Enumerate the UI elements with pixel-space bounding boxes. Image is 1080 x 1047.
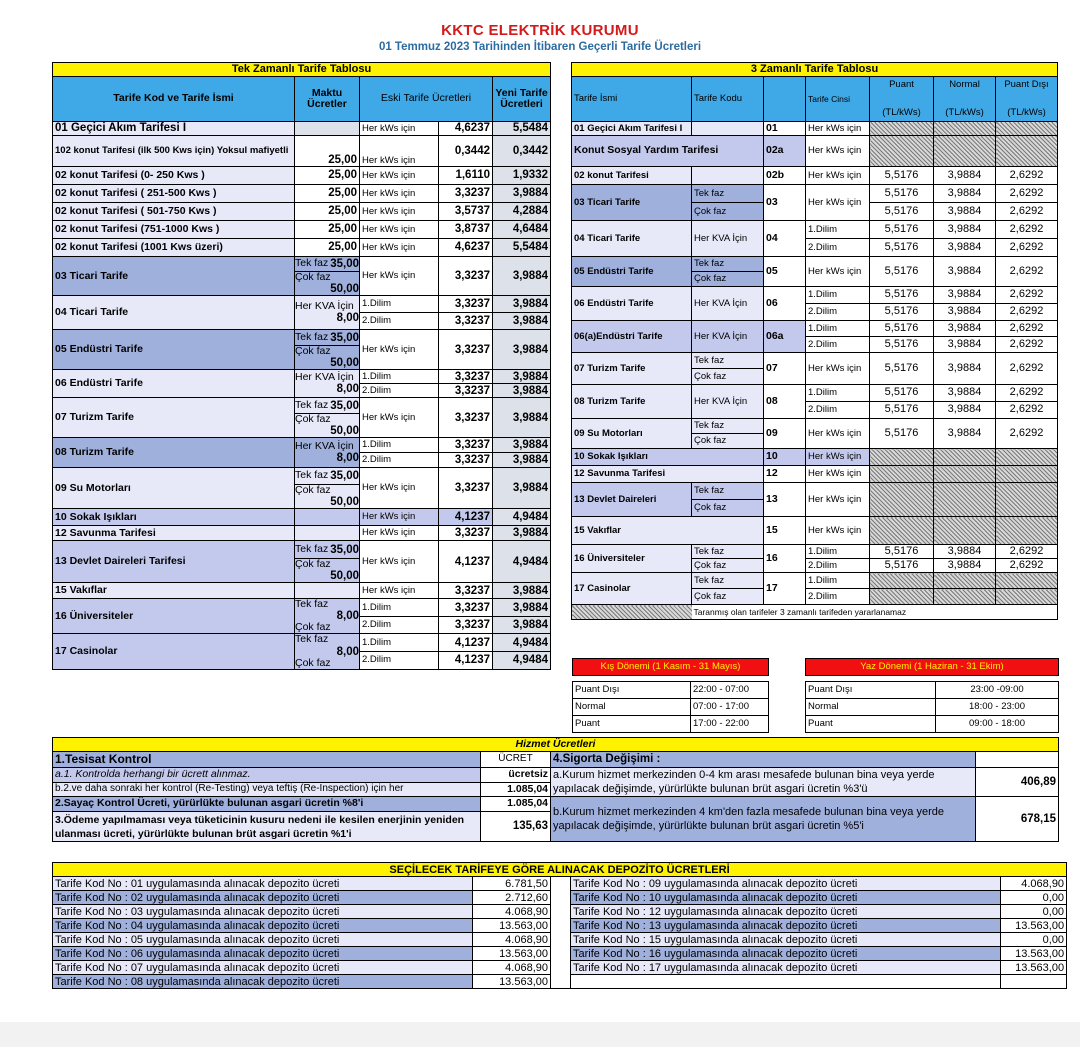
col-header-normal: Normal (TL/kWs) xyxy=(934,77,996,122)
table-row: 01 Geçici Akım Tarifesi I Her kWs için 4,6237 5,5484 xyxy=(53,122,551,136)
table-row: Tarife Kod No : 03 uygulamasında alınacak depozito ücreti 4.068,90 Tarife Kod No : 12 uygulamasında alınacak depozito ücreti 0,00 xyxy=(53,905,1067,919)
table-row: Konut Sosyal Yardım Tarifesi 02a Her kWs için xyxy=(572,136,1058,167)
table-row: 2.Dilim 5,5176 3,9884 2,6292 xyxy=(572,402,1058,419)
table-row: Tarife Kod No : 06 uygulamasında alınacak depozito ücreti 13.563,00 Tarife Kod No : 16 uygulamasında alınacak depozito ücreti 13.563,00 xyxy=(53,947,1067,961)
table-row: Normal 07:00 - 17:00 xyxy=(573,699,769,716)
table-row: Puant 17:00 - 22:00 xyxy=(573,716,769,733)
col-header-old: Eski Tarife Ücretleri xyxy=(360,77,493,122)
table-row: 04 Ticari Tarife Her KVA İçin 8,00 1.Dilim 3,3237 3,9884 xyxy=(53,296,551,313)
table-row: 2.Dilim 4,1237 4,9484 xyxy=(53,652,551,670)
col-header-tarife-cinsi: Tarife Cinsi xyxy=(806,77,870,122)
table-row: 2.Dilim 5,5176 3,9884 2,6292 xyxy=(572,239,1058,257)
table-row: Çok faz 50,00 xyxy=(295,558,359,583)
table-row: 2.Sayaç Kontrol Ücreti, yürürlükte bulunan asgari ücretin %8'i 1.085,04 b.Kurum hizmet merkezinden 4 km'den fazla mesafede bulunan bina veya yerde yapılacak değişimde, yürürlükte bulunan brüt asgari ücretin %5'i 678,15 xyxy=(53,797,1059,812)
table-row: 06 Endüstri Tarife Her KVA İçin 06 1.Dilim 5,5176 3,9884 2,6292 xyxy=(572,287,1058,304)
table-row: Çok faz 2.Dilim xyxy=(572,589,1058,605)
single-tariff-table xyxy=(52,62,551,670)
table-row: 17 Casinolar Tek faz 17 1.Dilim xyxy=(572,573,1058,589)
table-row: 3.Ödeme yapılmaması veya tüketicinin kusuru nedeni ile kesilen enerjinin yeniden ulanması ücreti, yürürlükte bulunan brüt asgari ücretin %1'i 135,63 xyxy=(53,812,1059,842)
table-row: 05 Endüstri Tarife Tek faz 35,00 Her kWs için 3,3237 3,9884 xyxy=(53,330,551,346)
service-fees-title: Hizmet Ücretleri xyxy=(53,738,1059,752)
table-row: Tarife Kod No : 02 uygulamasında alınacak depozito ücreti 2.712,60 Tarife Kod No : 10 uygulamasında alınacak depozito ücreti 0,00 xyxy=(53,891,1067,905)
table-row: Çok faz 50,00 xyxy=(295,484,359,509)
table-row: 12 Savunma Tarifesi Her kWs için 3,3237 3,9884 xyxy=(53,526,551,541)
col-header-maktu: Maktu Ücretler xyxy=(295,77,360,122)
table-row: 09 Su Motorları Tek faz 35,00 Her kWs için 3,3237 3,9884 xyxy=(53,468,551,485)
table-row: 01 Geçici Akım Tarifesi I 01 Her kWs için xyxy=(572,122,1058,136)
service-fees-table xyxy=(52,737,1059,842)
col-header-new: Yeni Tarife Ücretleri xyxy=(493,77,551,122)
table-row: a.1. Kontrolda herhangi bir ücrett alınmaz. ücretsiz a.Kurum hizmet merkezinden 0-4 km arası mesafede bulunan bina veya yerde yapılacak değişimde, yürürlükte bulunan brüt asgari ücretin %3'ü 406,89 xyxy=(53,768,1059,783)
table-row: Puant Dışı 22:00 - 07:00 xyxy=(573,682,769,699)
table-row: 08 Turizm Tarife Her KVA İçin 8,00 1.Dilim 3,3237 3,9884 xyxy=(53,438,551,453)
table-row: 02 konut Tarifesi (751-1000 Kws ) 25,00 Her kWs için 3,8737 4,6484 xyxy=(53,221,551,239)
bottom-bar xyxy=(0,1022,1080,1047)
table-row: Çok faz 50,00 xyxy=(295,271,359,296)
table-row: 02 konut Tarifesi 02b Her kWs için 5,5176 3,9884 2,6292 xyxy=(572,167,1058,185)
hatch-note: Taranmış olan tarifeler 3 zamanlı tarifeden yararlanamaz xyxy=(692,605,996,620)
table-row: Çok faz 2.Dilim 5,5176 3,9884 2,6292 xyxy=(572,559,1058,573)
table-row: 2.Dilim 3,3237 3,9884 xyxy=(53,616,551,634)
table-row: Tarife Kod No : 08 uygulamasında alınacak depozito ücreti 13.563,00 xyxy=(53,975,1067,989)
table-row: Çok faz 50,00 xyxy=(295,413,359,438)
table-row: 08 Turizm Tarife Her KVA İçin 08 1.Dilim 5,5176 3,9884 2,6292 xyxy=(572,385,1058,402)
table-row: Tarife Kod No : 07 uygulamasında alınacak depozito ücreti 4.068,90 Tarife Kod No : 17 uygulamasında alınacak depozito ücreti 13.563,00 xyxy=(53,961,1067,975)
table-row: Çok faz 5,5176 3,9884 2,6292 xyxy=(572,203,1058,221)
table-row: 15 Vakıflar 15 Her kWs için xyxy=(572,517,1058,545)
table-row: 10 Sokak Işıkları 10 Her kWs için xyxy=(572,449,1058,466)
table-row: 2.Dilim 3,3237 3,9884 xyxy=(53,453,551,468)
table-row: 04 Ticari Tarife Her KVA İçin 04 1.Dilim 5,5176 3,9884 2,6292 xyxy=(572,221,1058,239)
table-row: 17 Casinolar Tek faz 8,00 Çok faz 1.Dilim 4,1237 4,9484 xyxy=(53,634,551,652)
triple-tariff-table xyxy=(571,62,1058,620)
col-header-tarife-ismi: Tarife İsmi xyxy=(572,77,692,122)
table-row: Tarife Kod No : 05 uygulamasında alınacak depozito ücreti 4.068,90 Tarife Kod No : 15 uygulamasında alınacak depozito ücreti 0,00 xyxy=(53,933,1067,947)
table-row: 06 Endüstri Tarife Her KVA İçin 8,00 1.Dilim 3,3237 3,9884 xyxy=(53,370,551,384)
table-row: Normal 18:00 - 23:00 xyxy=(806,699,1059,716)
table-row: 16 Üniversiteler Tek faz 8,00 Çok faz 1.Dilim 3,3237 3,9884 xyxy=(53,599,551,617)
table-row: 12 Savunma Tarifesi 12 Her kWs için xyxy=(572,466,1058,483)
table-row: 03 Ticari Tarife Tek faz 35,00 Her kWs için 3,3237 3,9884 xyxy=(53,257,551,272)
table-row: 13 Devlet Daireleri Tek faz 13 Her kWs için xyxy=(572,483,1058,500)
table-row: 02 konut Tarifesi (0- 250 Kws ) 25,00 Her kWs için 1,6110 1,9332 xyxy=(53,167,551,185)
winter-period-title: Kış Dönemi (1 Kasım - 31 Mayıs) xyxy=(573,659,769,676)
table-row: 2.Dilim 5,5176 3,9884 2,6292 xyxy=(572,337,1058,353)
table-row: Çok faz xyxy=(572,272,1058,287)
col-header-name: Tarife Kod ve Tarife İsmi xyxy=(53,77,295,122)
table-row: 2.Dilim 3,3237 3,9884 xyxy=(53,384,551,398)
table-row: 16 Üniversiteler Tek faz 16 1.Dilim 5,5176 3,9884 2,6292 xyxy=(572,545,1058,559)
table-row: 102 konut Tarifesi (ilk 500 Kws için) Yoksul mafiyetli 25,00 Her kWs için 0,3442 0,3442 xyxy=(53,136,551,167)
table-row: Puant Dışı 23:00 -09:00 xyxy=(806,682,1059,699)
table-row: 10 Sokak Işıkları Her kWs için 4,1237 4,9484 xyxy=(53,509,551,526)
table-row: 2.Dilim 3,3237 3,9884 xyxy=(53,313,551,330)
winter-period-table xyxy=(572,658,769,733)
table-row: 03 Ticari Tarife Tek faz 03 Her kWs için 5,5176 3,9884 2,6292 xyxy=(572,185,1058,203)
table-row: 15 Vakıflar Her kWs için 3,3237 3,9884 xyxy=(53,583,551,599)
col-header-tarife-kodu: Tarife Kodu xyxy=(692,77,764,122)
summer-period-table xyxy=(805,658,1059,733)
table-row: 13 Devlet Daireleri Tarifesi Tek faz 35,00 Her kWs için 4,1237 4,9484 xyxy=(53,541,551,559)
table-row: Çok faz xyxy=(572,434,1058,449)
deposit-table xyxy=(52,862,1067,989)
table-row: 09 Su Motorları Tek faz 09 Her kWs için 5,5176 3,9884 2,6292 xyxy=(572,419,1058,434)
table-row: 02 konut Tarifesi (1001 Kws üzeri) 25,00 Her kWs için 4,6237 5,5484 xyxy=(53,239,551,257)
table-row: 05 Endüstri Tarife Tek faz 05 Her kWs için 5,5176 3,9884 2,6292 xyxy=(572,257,1058,272)
page-title: KKTC ELEKTRİK KURUMU xyxy=(441,22,639,39)
col-header-puant-disi: Puant Dışı (TL/kWs) xyxy=(996,77,1058,122)
table-row: 02 konut Tarifesi ( 251-500 Kws ) 25,00 Her kWs için 3,3237 3,9884 xyxy=(53,185,551,203)
table-row: Çok faz 50,00 xyxy=(295,345,359,370)
table-row: 07 Turizm Tarife Tek faz 07 Her kWs için 5,5176 3,9884 2,6292 xyxy=(572,353,1058,369)
table-row: Tarife Kod No : 04 uygulamasında alınacak depozito ücreti 13.563,00 Tarife Kod No : 13 uygulamasında alınacak depozito ücreti 13.563,00 xyxy=(53,919,1067,933)
table-row: 07 Turizm Tarife Tek faz 35,00 Her kWs için 3,3237 3,9884 xyxy=(53,398,551,414)
table-row: b.2.ve daha sonraki her kontrol (Re-Testing) veya teftiş (Re-Inspection) için her 1.085,04 xyxy=(53,782,1059,797)
table-row: 02 konut Tarifesi ( 501-750 Kws ) 25,00 Her kWs için 3,5737 4,2884 xyxy=(53,203,551,221)
page-subtitle: 01 Temmuz 2023 Tarihinden İtibaren Geçerli Tarife Ücretleri xyxy=(378,41,702,53)
table-row: 2.Dilim 5,5176 3,9884 2,6292 xyxy=(572,304,1058,321)
table-row: 1.Tesisat Kontrol ÜCRET 4.Sigorta Değişimi : xyxy=(53,752,1059,768)
deposit-title: SEÇİLECEK TARİFEYE GÖRE ALINACAK DEPOZİTO ÜCRETLERİ xyxy=(53,863,1067,877)
table-row: 06(a)Endüstri Tarife Her KVA İçin 06a 1.Dilim 5,5176 3,9884 2,6292 xyxy=(572,321,1058,337)
triple-table-title: 3 Zamanlı Tarife Tablosu xyxy=(572,63,1058,77)
table-row: Çok faz xyxy=(572,500,1058,517)
table-row: Tarife Kod No : 01 uygulamasında alınacak depozito ücreti 6.781,50 Tarife Kod No : 09 uygulamasında alınacak depozito ücreti 4.068,90 xyxy=(53,877,1067,891)
col-header-puant: Puant (TL/kWs) xyxy=(870,77,934,122)
table-row: Puant 09:00 - 18:00 xyxy=(806,716,1059,733)
summer-period-title: Yaz Dönemi (1 Haziran - 31 Ekim) xyxy=(806,659,1059,676)
single-table-title: Tek Zamanlı Tarife Tablosu xyxy=(53,63,551,77)
table-row: Çok faz xyxy=(572,369,1058,385)
